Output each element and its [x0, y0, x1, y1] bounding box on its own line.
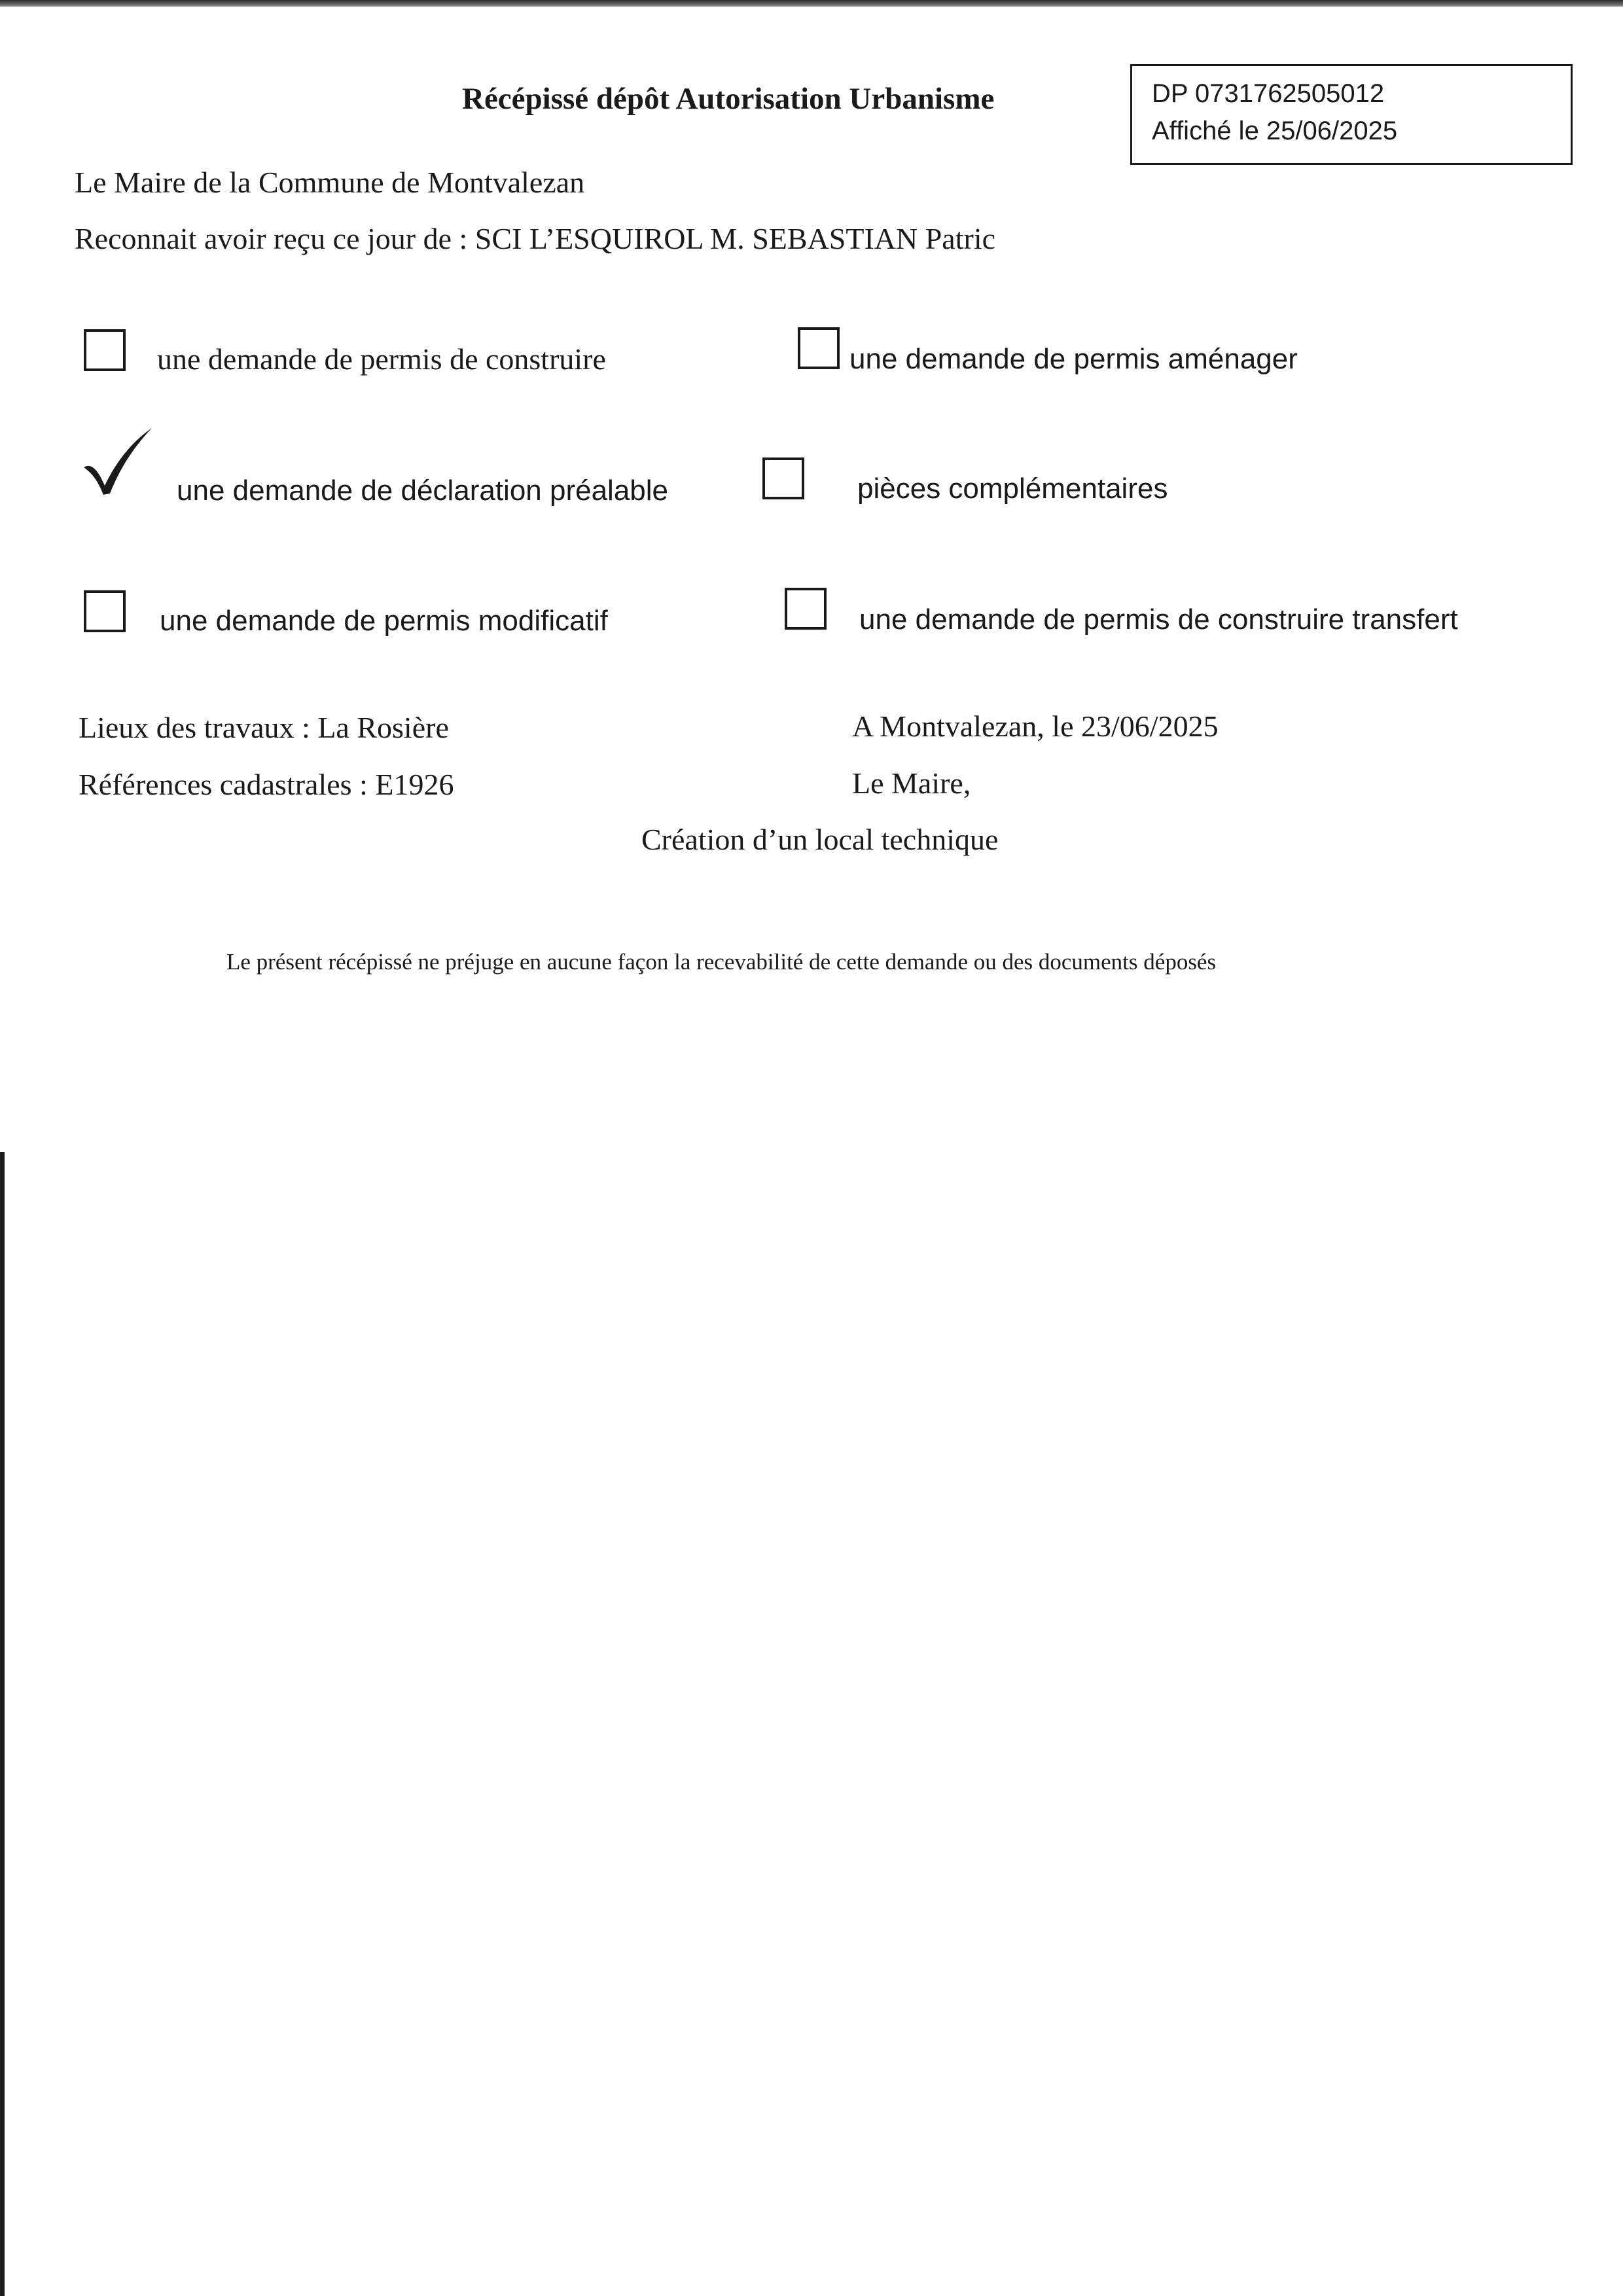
disclaimer: Le présent récépissé ne préjuge en aucune façon la recevabilité de cette demande ou des documents déposés	[226, 949, 1217, 975]
received-line: Reconnait avoir reçu ce jour de : SCI L’ESQUIROL M. SEBASTIAN Patric	[75, 222, 996, 255]
posted-date: Affiché le 25/06/2025	[1152, 117, 1398, 145]
mayor-line: Le Maire de la Commune de Montvalezan	[75, 166, 585, 199]
scan-edge-left	[0, 1152, 5, 2296]
place-and-date: A Montvalezan, le 23/06/2025	[852, 709, 1219, 743]
option-label-permis-modificatif: une demande de permis modificatif	[160, 605, 608, 637]
dossier-number: DP 0731762505012	[1152, 79, 1385, 108]
scan-edge-top	[0, 0, 1623, 7]
work-location: Lieux des travaux : La Rosière	[79, 711, 449, 744]
option-label-permis-transfert: une demande de permis de construire transfert	[859, 603, 1458, 636]
cadastral-references: Références cadastrales : E1926	[79, 768, 454, 801]
document-title: Récépissé dépôt Autorisation Urbanisme	[462, 82, 995, 116]
checkbox-permis-modificatif[interactable]	[84, 590, 126, 632]
option-label-permis-amenager: une demande de permis aménager	[849, 343, 1298, 375]
checkmark-icon[interactable]	[81, 425, 154, 497]
checkbox-permis-transfert[interactable]	[785, 588, 827, 630]
project-description: Création d’un local technique	[641, 823, 999, 856]
option-label-declaration-prealable: une demande de déclaration préalable	[177, 475, 669, 507]
option-label-permis-construire: une demande de permis de construire	[157, 342, 606, 376]
signatory: Le Maire,	[852, 766, 971, 800]
option-label-pieces-complementaires: pièces complémentaires	[857, 473, 1168, 505]
checkbox-pieces-complementaires[interactable]	[762, 457, 804, 499]
checkbox-permis-construire[interactable]	[84, 329, 126, 371]
reference-box	[1130, 64, 1573, 165]
checkbox-permis-amenager[interactable]	[798, 327, 840, 369]
